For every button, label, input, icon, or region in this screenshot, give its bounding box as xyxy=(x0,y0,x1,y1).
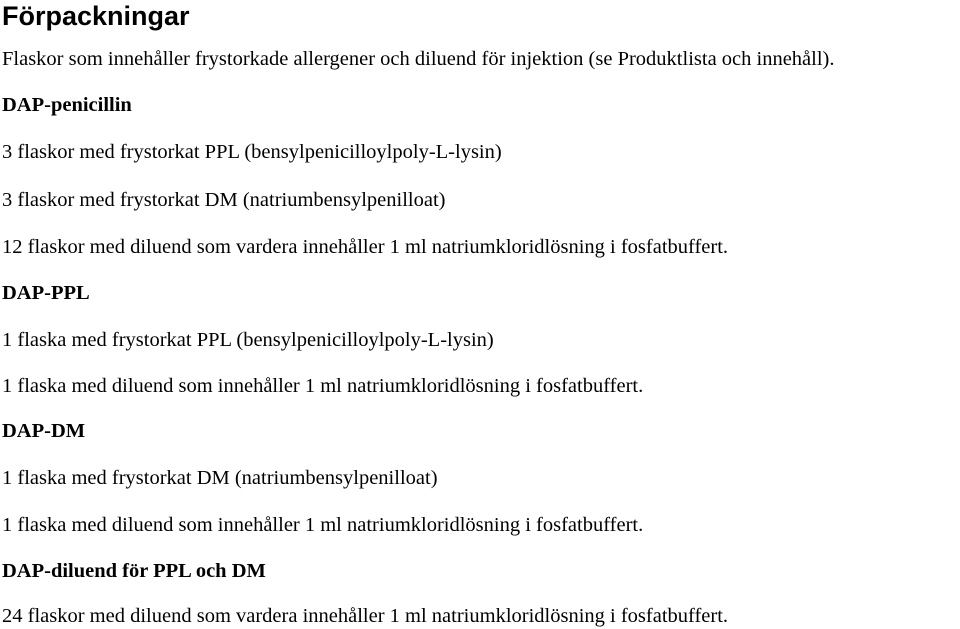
section-heading-dap-dm: DAP-DM xyxy=(2,420,86,442)
list-item: 3 flaskor med frystorkat DM (natriumbensylpenilloat) xyxy=(2,189,446,211)
intro-text: Flaskor som innehåller frystorkade allergener och diluend för injektion (se Produktlista och innehåll). xyxy=(2,48,835,70)
page-title: Förpackningar xyxy=(2,1,190,31)
list-item: 1 flaska med frystorkat DM (natriumbensylpenilloat) xyxy=(2,467,438,489)
section-heading-dap-diluend: DAP-diluend för PPL och DM xyxy=(2,560,266,582)
list-item: 1 flaska med frystorkat PPL (bensylpenicilloylpoly-L-lysin) xyxy=(2,329,494,351)
list-item: 24 flaskor med diluend som vardera innehåller 1 ml natriumkloridlösning i fosfatbuffert. xyxy=(2,605,729,627)
list-item: 1 flaska med diluend som innehåller 1 ml natriumkloridlösning i fosfatbuffert. xyxy=(2,375,644,397)
list-item: 12 flaskor med diluend som vardera innehåller 1 ml natriumkloridlösning i fosfatbuffert. xyxy=(2,236,729,258)
section-heading-dap-ppl: DAP-PPL xyxy=(2,282,90,304)
list-item: 3 flaskor med frystorkat PPL (bensylpenicilloylpoly-L-lysin) xyxy=(2,141,502,163)
list-item: 1 flaska med diluend som innehåller 1 ml natriumkloridlösning i fosfatbuffert. xyxy=(2,514,644,536)
section-heading-dap-penicillin: DAP-penicillin xyxy=(2,94,132,116)
